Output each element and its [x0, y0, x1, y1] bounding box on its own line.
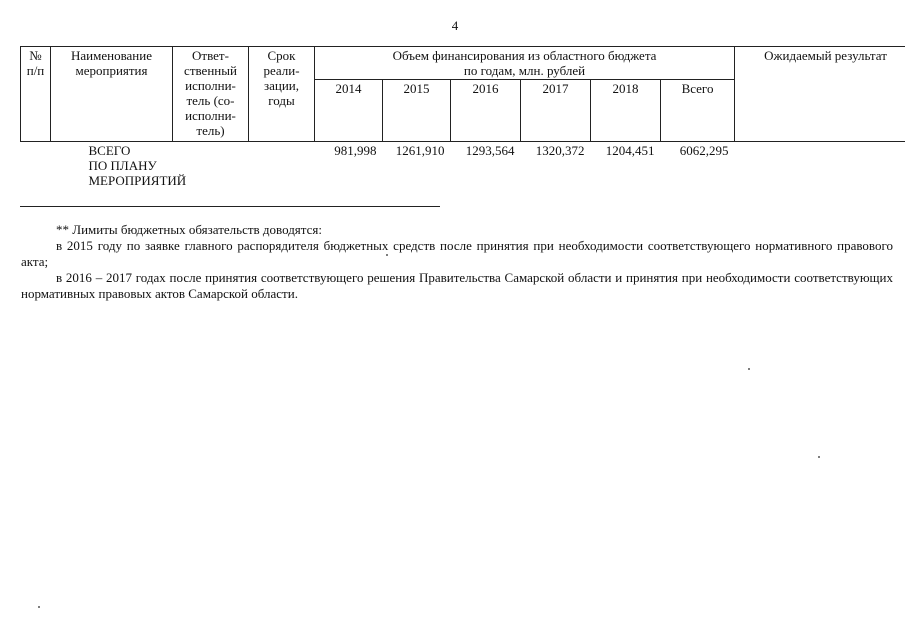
header-name: Наименование мероприятия	[51, 47, 173, 142]
header-financing: Объем финансирования из областного бюджета по годам, млн. рублей	[315, 47, 735, 80]
year-header: 2018	[591, 80, 661, 142]
header-term: Срок реали- зации, годы	[249, 47, 315, 142]
header-result: Ожидаемый результат	[735, 47, 905, 142]
scan-speck	[386, 254, 388, 256]
total-value: 1261,910	[383, 142, 451, 190]
header-num: № п/п	[21, 47, 51, 142]
footnote-paragraph: в 2015 году по заявке главного распорядителя бюджетных средств после принятия при необходимости соответствующего нормативного правового акта;	[21, 238, 893, 269]
year-header: 2016	[451, 80, 521, 142]
footnote-paragraph: в 2016 – 2017 годах после принятия соответствующего решения Правительства Самарской области и принятия при необходимости соответствующих нормативных правовых актов Самарской области.	[21, 270, 893, 301]
page-number: 4	[451, 18, 459, 33]
footnotes	[21, 222, 893, 302]
financing-table	[20, 46, 905, 189]
total-value: 1204,451	[591, 142, 661, 190]
footnote-heading: ** Лимиты бюджетных обязательств доводятся:	[56, 222, 322, 237]
total-label: ВСЕГО ПО ПЛАНУ МЕРОПРИЯТИЙ	[51, 142, 315, 190]
total-value: 6062,295	[661, 142, 735, 190]
total-row	[21, 142, 905, 190]
scan-speck	[748, 368, 750, 370]
total-value: 1320,372	[521, 142, 591, 190]
table-header-row	[21, 47, 905, 80]
scan-speck	[38, 606, 40, 608]
year-header: Всего	[661, 80, 735, 142]
footnote-divider	[20, 206, 440, 207]
total-value: 981,998	[315, 142, 383, 190]
year-header: 2014	[315, 80, 383, 142]
header-responsible: Ответ- ственный исполни- тель (со- исполни- тель)	[173, 47, 249, 142]
year-header: 2017	[521, 80, 591, 142]
scan-speck	[818, 456, 820, 458]
year-header: 2015	[383, 80, 451, 142]
total-value: 1293,564	[451, 142, 521, 190]
